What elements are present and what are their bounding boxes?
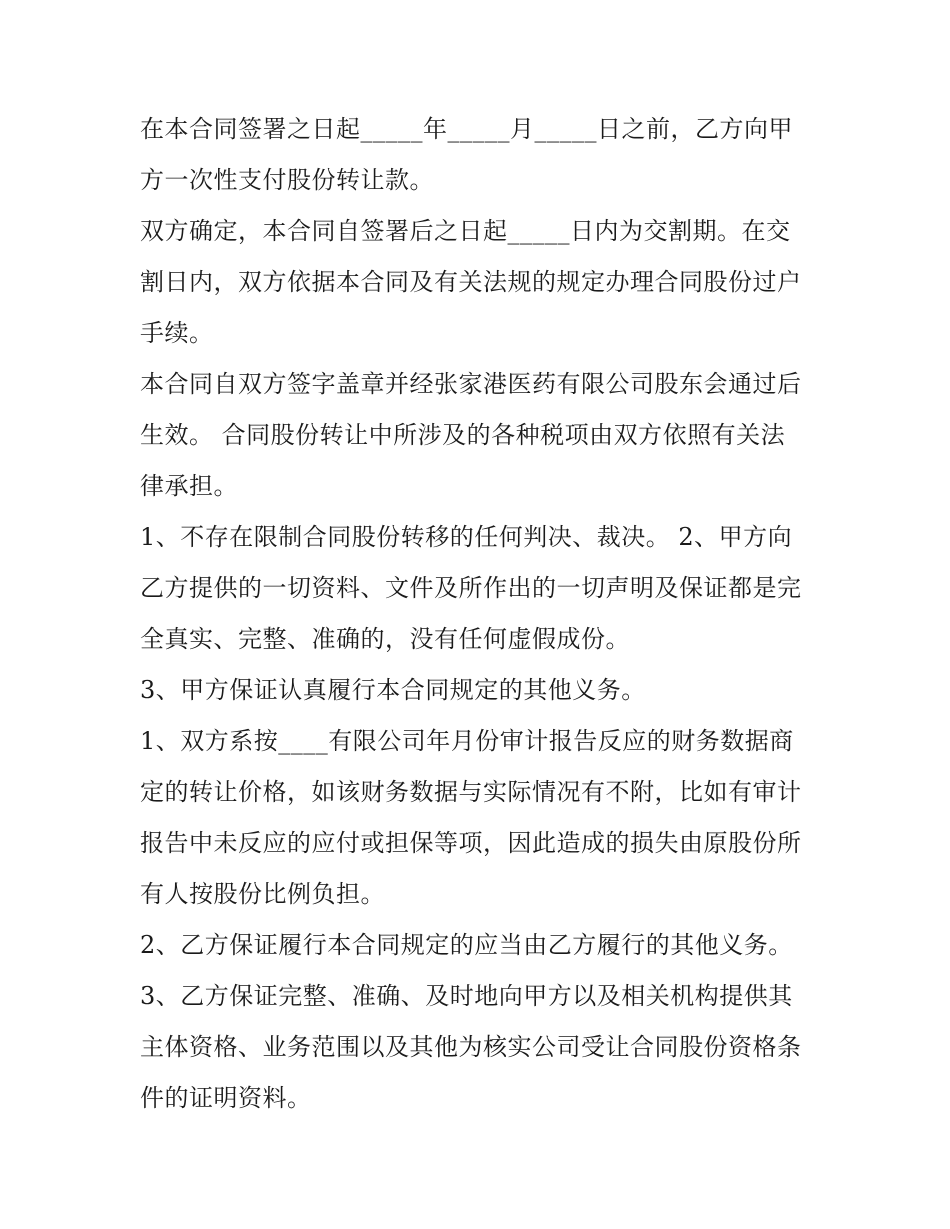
text-line: 全真实、完整、准确的，没有任何虚假成份。: [140, 625, 630, 653]
text-line: 定的转让价格，如该财务数据与实际情况有不附，比如有审计: [140, 778, 802, 806]
text-line: 有人按股份比例负担。: [140, 880, 385, 908]
paragraph-party-b-documents: [140, 971, 820, 1124]
paragraph-party-a-warranties: [140, 512, 820, 665]
text-line: 方一次性支付股份转让款。: [140, 166, 434, 194]
text-line: 件的证明资料。: [140, 1084, 312, 1112]
text-line: 1、双方系按____有限公司年月份审计报告反应的财务数据商: [140, 727, 794, 755]
text-line: 割日内，双方依据本合同及有关法规的规定办理合同股份过户: [140, 268, 802, 296]
text-line: 主体资格、业务范围以及其他为核实公司受让合同股份资格条: [140, 1033, 802, 1061]
paragraph-effectiveness: [140, 359, 820, 512]
text-line: 报告中未反应的应付或担保等项，因此造成的损失由原股份所: [140, 829, 802, 857]
document-body: [140, 104, 820, 1124]
paragraph-party-a-obligations: [140, 665, 820, 716]
paragraph-delivery-period: [140, 206, 820, 359]
text-line: 双方确定，本合同自签署后之日起_____日内为交割期。在交: [140, 217, 791, 245]
text-line: 3、甲方保证认真履行本合同规定的其他义务。: [140, 676, 646, 704]
text-line: 律承担。: [140, 472, 238, 500]
text-line: 3、乙方保证完整、准确、及时地向甲方以及相关机构提供其: [140, 982, 793, 1010]
text-line: 本合同自双方签字盖章并经张家港医药有限公司股东会通过后: [140, 370, 802, 398]
text-line: 在本合同签署之日起_____年_____月_____日之前，乙方向甲: [140, 115, 793, 143]
paragraph-party-b-obligations: [140, 920, 820, 971]
text-line: 1、不存在限制合同股份转移的任何判决、裁决。 2、甲方向: [140, 523, 793, 551]
text-line: 2、乙方保证履行本合同规定的应当由乙方履行的其他义务。: [140, 931, 793, 959]
text-line: 乙方提供的一切资料、文件及所作出的一切声明及保证都是完: [140, 574, 802, 602]
text-line: 生效。 合同股份转让中所涉及的各种税项由双方依照有关法: [140, 421, 786, 449]
text-line: 手续。: [140, 319, 214, 347]
paragraph-price-basis: [140, 716, 820, 920]
paragraph-payment-deadline: [140, 104, 820, 206]
